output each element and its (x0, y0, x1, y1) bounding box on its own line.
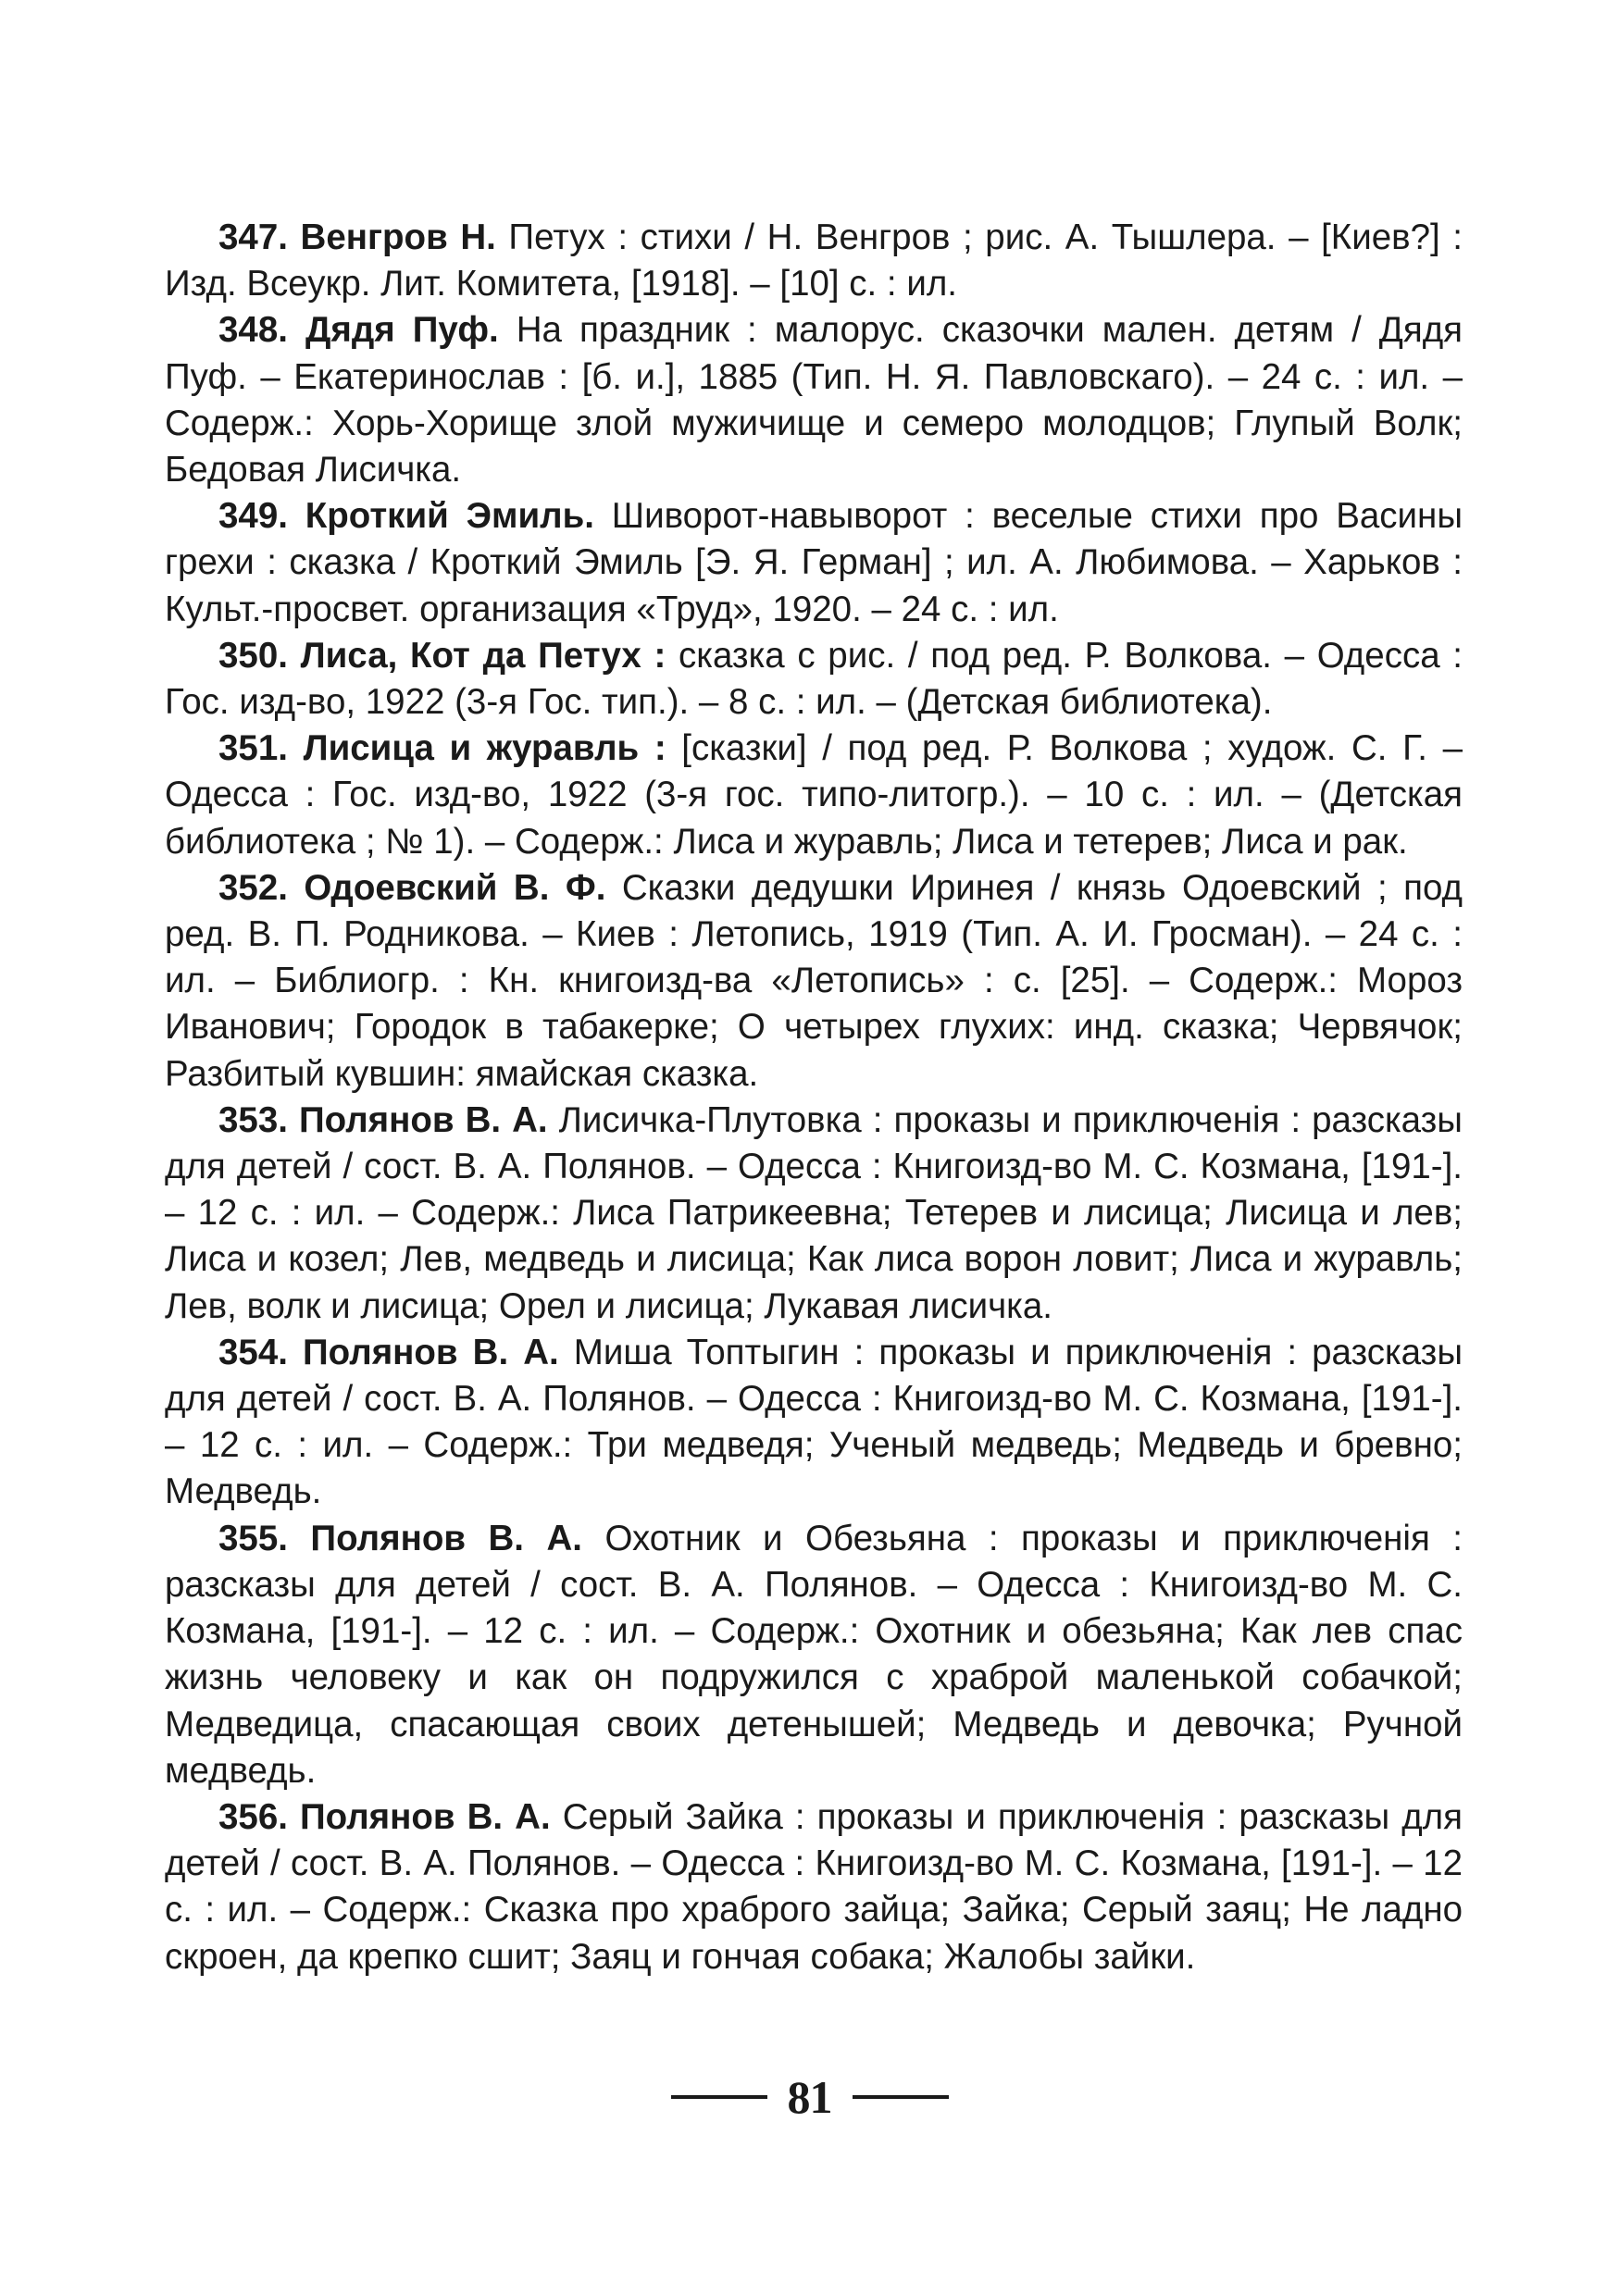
entry-heading (218, 1797, 551, 1837)
entry-text: На праздник : малорус. сказочки мален. детям / Дядя Пуф. – Екатеринослав : [б. и.], 1885 (Тип. Н. Я. Павловскаго). – 24 с. : ил. – Содерж.: Хорь-Хорище злой мужичище и семеро молодцов; Глупый Волк; Бедовая Лисичка. (165, 310, 1463, 490)
bibliography-entry-348 (165, 307, 1463, 493)
entry-heading (218, 310, 499, 350)
entry-title: Лисица и журавль : (303, 728, 666, 769)
entry-text: [сказки] / под ред. Р. Волкова ; худож. С. Г. – Одесса : Гос. изд-во, 1922 (3-я гос. типо-литогр.). – 10 с. : ил. – (Детская библиотека ; № 1). – Содерж.: Лиса и журавль; Лиса и тетерев; Лиса и рак. (165, 728, 1463, 862)
page-footer (0, 2069, 1619, 2125)
entry-author: Венгров Н. (300, 217, 496, 257)
entry-number: 349. (218, 496, 288, 537)
bibliography-entry-355 (165, 1516, 1463, 1794)
entry-author: Полянов В. А. (298, 1099, 548, 1140)
entry-text: Серый Зайка : проказы и приключенiя : разсказы для детей / сост. В. А. Полянов. – Одесса : Книгоизд-во М. С. Козмана, [191-]. – 12 с. : ил. – Содерж.: Сказка про храброго зайца; Зайка; Серый заяц; Не ладно скроен, да крепко сшит; Заяц и гончая собака; Жалобы зайки. (165, 1796, 1463, 1977)
entry-number: 353. (218, 1099, 288, 1140)
entry-author: Полянов В. А. (303, 1332, 559, 1372)
entry-number: 352. (218, 867, 288, 908)
footer-rule-left (671, 2095, 767, 2099)
entry-text: Сказки дедушки Иринея / князь Одоевский ; под ред. В. П. Родникова. – Киев : Летопись, 1919 (Тип. А. И. Гросман). – 24 с. : ил. – Библиогр. : Кн. книгоизд-ва «Летопись» : с. [25]. – Содерж.: Мороз Иванович; Городок в табакерке; О четырех глухих: инд. сказка; Червячок; Разбитый кувшин: ямайская сказка. (165, 867, 1463, 1094)
entry-author: Полянов В. А. (299, 1796, 551, 1837)
entry-text: Охотник и Обезьяна : проказы и приключенiя : разсказы для детей / сост. В. А. Полянов. – Одесса : Книгоизд-во М. С. Козмана, [191-]. – 12 с. : ил. – Содерж.: Охотник и обезьяна; Как лев спас жизнь человеку и как он подружился с храброй маленькой собачкой; Медведица, спасающая своих детенышей; Медведь и девочка; Ручной медведь. (165, 1518, 1463, 1791)
bibliography-entry-353 (165, 1098, 1463, 1330)
entry-number: 355. (218, 1518, 288, 1558)
page-number: 81 (787, 2071, 832, 2123)
entry-heading (218, 1519, 582, 1558)
entry-heading (218, 868, 605, 908)
entry-heading (218, 1333, 559, 1372)
entry-number: 351. (218, 728, 288, 769)
bibliography-entry-347 (165, 215, 1463, 307)
bibliography-entry-351 (165, 726, 1463, 865)
entry-number: 347. (218, 217, 288, 257)
bibliography-entry-350 (165, 633, 1463, 726)
entry-text: Лисичка-Плутовка : проказы и приключенiя : разсказы для детей / сост. В. А. Полянов. – Одесса : Книгоизд-во М. С. Козмана, [191-]. – 12 с. : ил. – Содерж.: Лиса Патрикеевна; Тетерев и лисица; Лисица и лев; Лиса и козел; Лев, медведь и лисица; Как лиса ворон ловит; Лиса и журавль; Лев, волк и лисица; Орел и лисица; Лукавая лисичка. (165, 1099, 1463, 1326)
bibliography-entry-349 (165, 493, 1463, 633)
entry-number: 350. (218, 635, 288, 676)
entry-text: сказка с рис. / под ред. Р. Волкова. – Одесса : Гос. изд-во, 1922 (3-я Гос. тип.). – 8 с. : ил. – (Детская библиотека). (165, 635, 1463, 723)
entry-text: Миша Топтыгин : проказы и приключенiя : разсказы для детей / сост. В. А. Полянов. – Одесса : Книгоизд-во М. С. Козмана, [191-]. – 12 с. : ил. – Содерж.: Три медведя; Ученый медведь; Медведь и бревно; Медведь. (165, 1332, 1463, 1512)
bibliography-entry-356 (165, 1794, 1463, 1980)
entry-heading (218, 636, 666, 676)
entry-heading (218, 1100, 548, 1140)
entry-text: Петух : стихи / Н. Венгров ; рис. А. Тышлера. – [Киев?] : Изд. Всеукр. Лит. Комитета, [1918]. – [10] с. : ил. (165, 217, 1463, 304)
entry-heading (218, 496, 594, 536)
bibliography-entry-352 (165, 865, 1463, 1098)
footer-rule-right (853, 2095, 949, 2099)
entry-number: 348. (218, 310, 288, 351)
entry-heading (218, 728, 666, 768)
entry-author: Одоевский В. Ф. (304, 867, 606, 908)
entry-author: Дядя Пуф. (305, 310, 499, 351)
entry-author: Кроткий Эмиль. (305, 496, 594, 537)
bibliography-page (165, 215, 1463, 1980)
entry-number: 356. (218, 1796, 288, 1837)
entry-title: Лиса, Кот да Петух : (300, 635, 666, 676)
bibliography-entry-354 (165, 1330, 1463, 1516)
entry-text: Шиворот-навыворот : веселые стихи про Васины грехи : сказка / Кроткий Эмиль [Э. Я. Герман] ; ил. А. Любимова. – Харьков : Культ.-просвет. организация «Труд», 1920. – 24 с. : ил. (165, 496, 1463, 629)
entry-number: 354. (218, 1332, 288, 1372)
entry-author: Полянов В. А. (310, 1518, 582, 1558)
entry-heading (218, 217, 496, 257)
